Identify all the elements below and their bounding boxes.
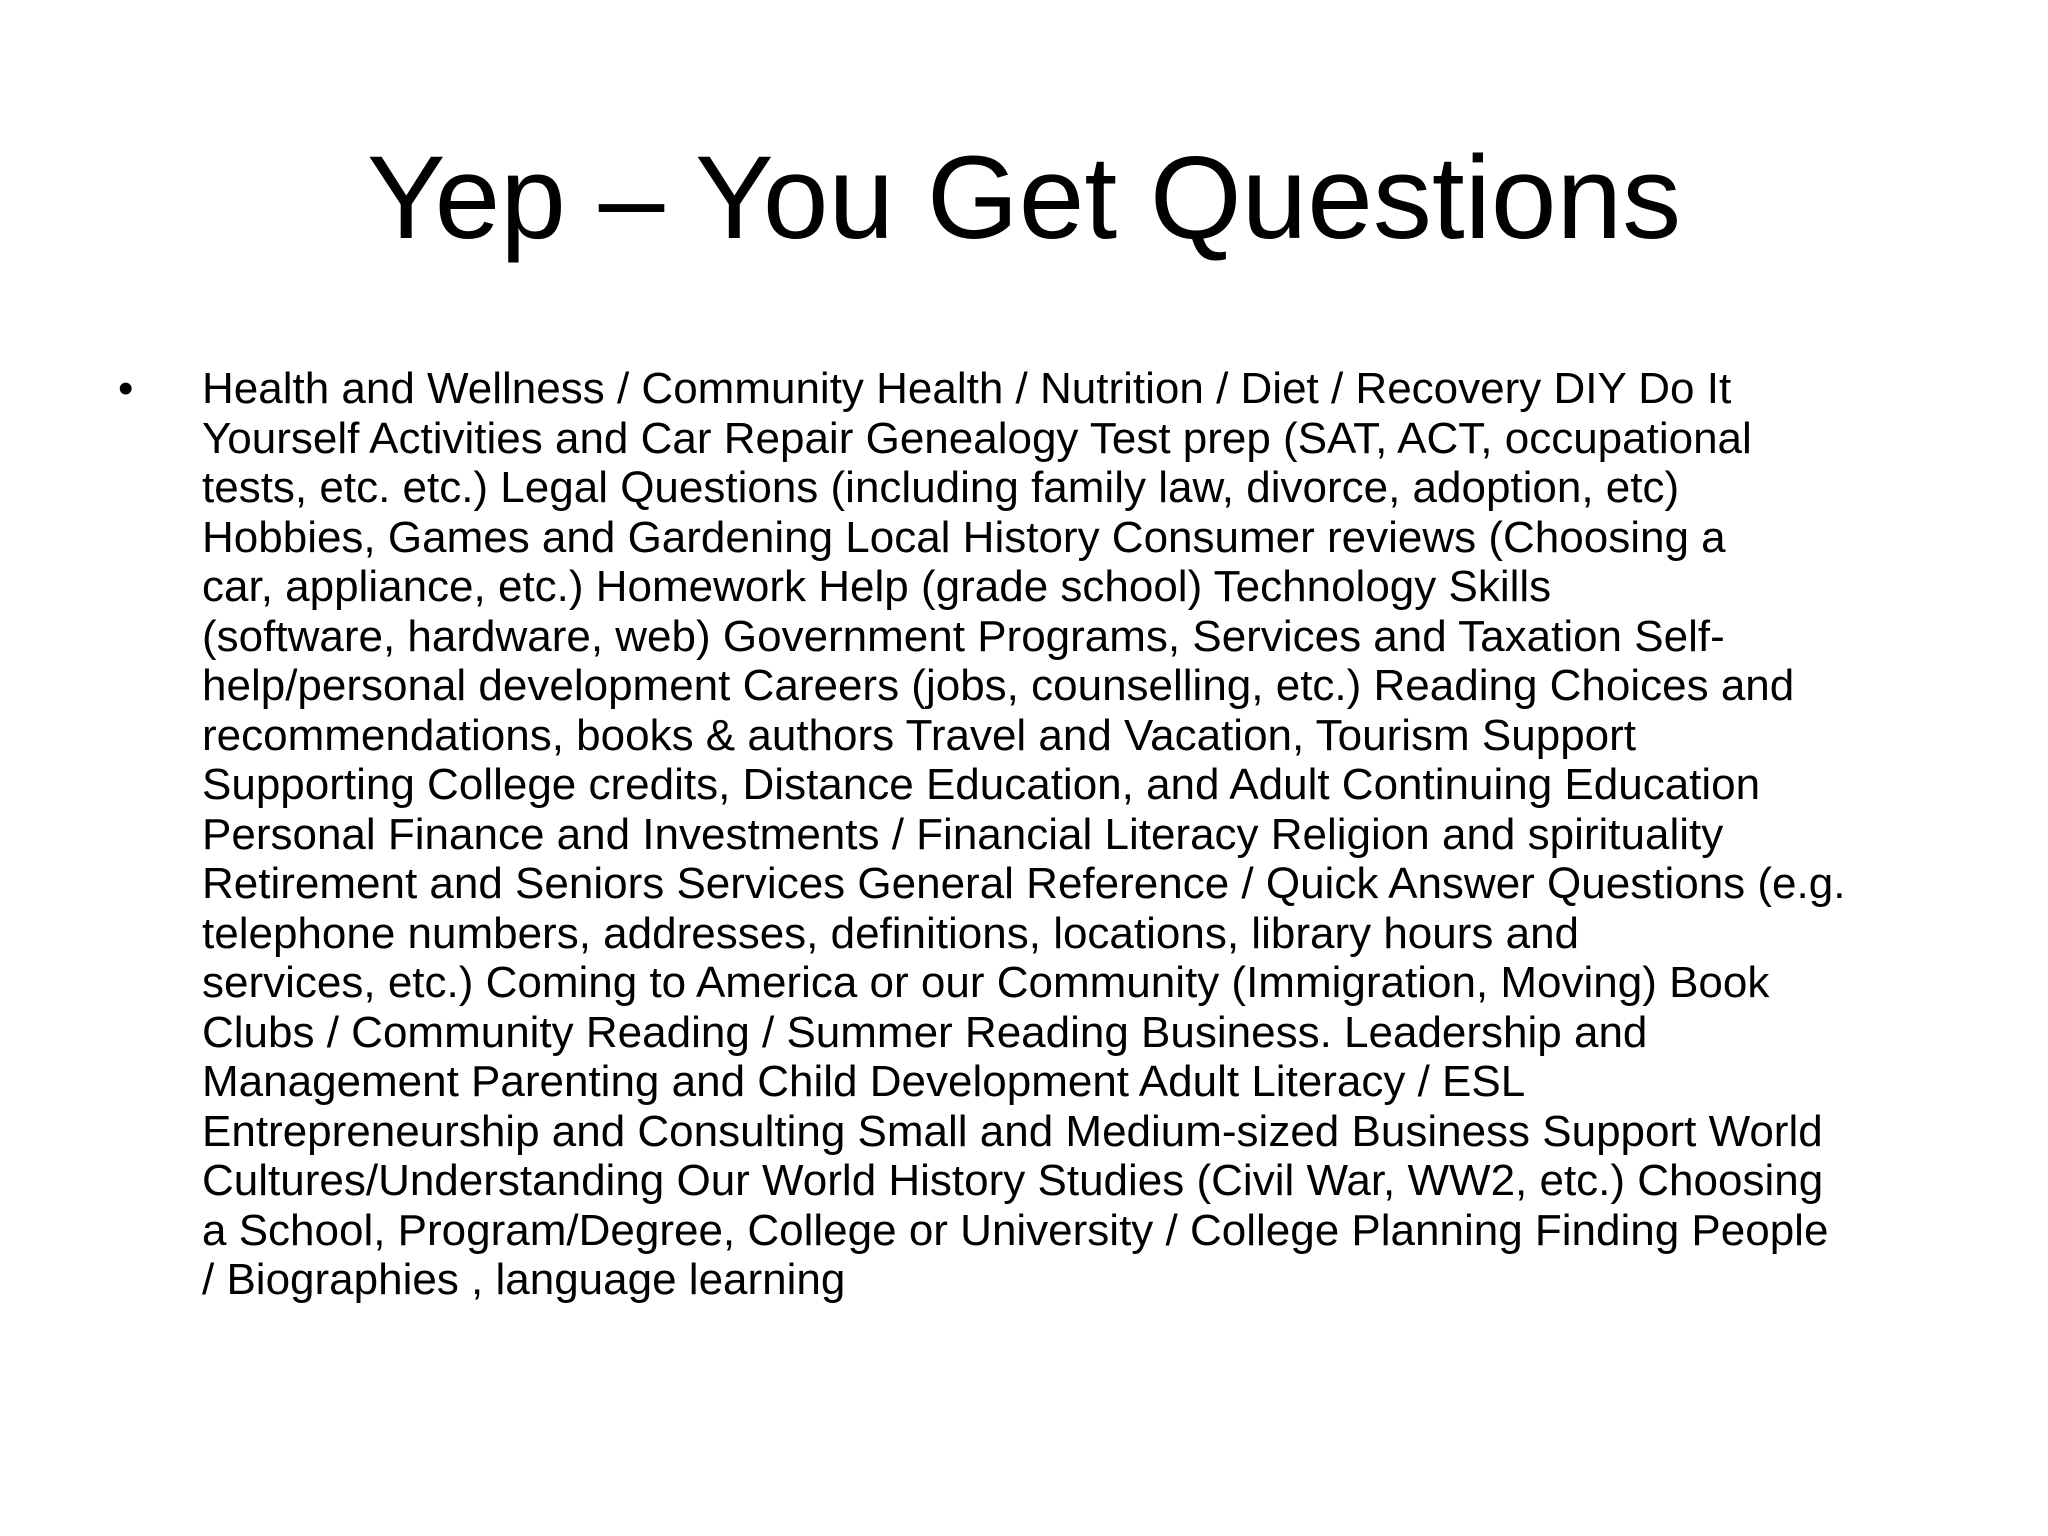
bullet-text-line: telephone numbers, addresses, definitions, locations, library hours and <box>202 908 1580 958</box>
bullet-text-line: Hobbies, Games and Gardening Local History Consumer reviews (Choosing a <box>202 512 1726 562</box>
bullet-text-line: Clubs / Community Reading / Summer Reading Business. Leadership and <box>202 1007 1648 1057</box>
bullet-text-line: (software, hardware, web) Government Programs, Services and Taxation Self- <box>202 611 1725 661</box>
bullet-text-line: / Biographies , language learning <box>202 1255 846 1304</box>
bullet-text-line: Cultures/Understanding Our World History Studies (Civil War, WW2, etc.) Choosing <box>202 1156 1824 1205</box>
bullet-item <box>118 364 1958 1305</box>
bullet-text-line: services, etc.) Coming to America or our Community (Immigration, Moving) Book <box>202 958 1770 1007</box>
bullet-text-line: a School, Program/Degree, College or University / College Planning Finding People <box>202 1205 1829 1255</box>
bullet-text-line: car, appliance, etc.) Homework Help (grade school) Technology Skills <box>202 562 1552 611</box>
bullet-text-line: Entrepreneurship and Consulting Small and Medium-sized Business Support World <box>202 1106 1823 1156</box>
slide-title: Yep – You Get Questions <box>366 132 1682 264</box>
bullet-list <box>118 364 1958 1305</box>
bullet-text-line: recommendations, books & authors Travel and Vacation, Tourism Support <box>202 710 1637 760</box>
bullet-text-line: Supporting College credits, Distance Education, and Adult Continuing Education <box>202 760 1761 809</box>
bullet-text-line: Yourself Activities and Car Repair Genealogy Test prep (SAT, ACT, occupational <box>202 413 1752 463</box>
bullet-text-line: tests, etc. etc.) Legal Questions (including family law, divorce, adoption, etc) <box>202 463 1680 512</box>
bullet-text-line: Retirement and Seniors Services General Reference / Quick Answer Questions (e.g. <box>202 859 1846 908</box>
bullet-text-line: Health and Wellness / Community Health / Nutrition / Diet / Recovery DIY Do It <box>202 364 1732 413</box>
bullet-text <box>202 364 1958 1305</box>
bullet-text-line: help/personal development Careers (jobs, counselling, etc.) Reading Choices and <box>202 661 1795 710</box>
bullet-marker: • <box>118 364 134 413</box>
bullet-text-line: Personal Finance and Investments / Financial Literacy Religion and spirituality <box>202 809 1724 859</box>
bullet-text-line: Management Parenting and Child Development Adult Literacy / ESL <box>202 1057 1526 1106</box>
